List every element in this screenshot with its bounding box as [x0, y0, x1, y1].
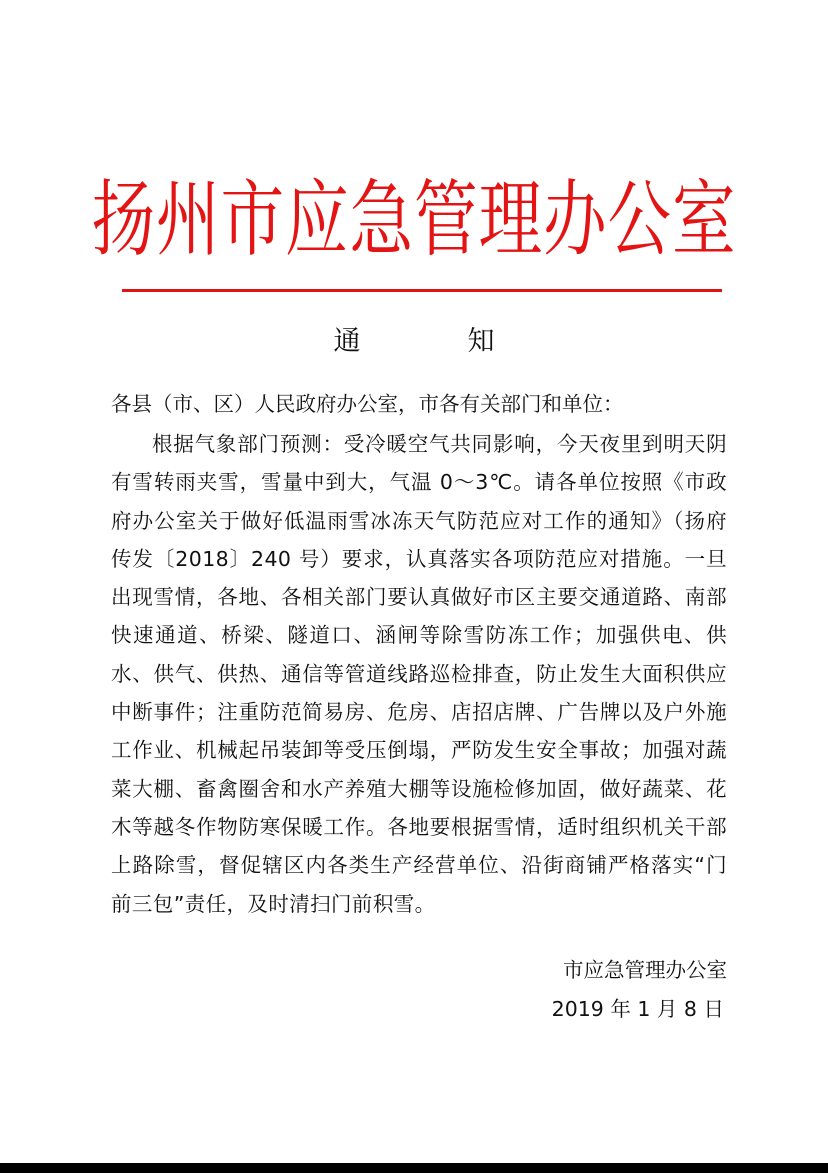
notice-body: 根据气象部门预测：受冷暖空气共同影响，今天夜里到明天阴有雪转雨夹雪，雪量中到大，气温 0～3℃。请各单位按照《市政府办公室关于做好低温雨雪冰冻天气防范应对工作的通知》（扬府传发〔2018〕240 号）要求，认真落实各项防范应对措施。一旦出现雪情，各地、各相关部门要认真做好市区主要交通道路、南部快速通道、桥梁、隧道口、涵闸等除雪防冻工作；加强供电、供水、供气、供热、通信等管道线路巡检排查，防止发生大面积供应中断事件；注重防范简易房、危房、店招店牌、广告牌以及户外施工作业、机械起吊装卸等受压倒塌，严防发生安全事故；加强对蔬菜大棚、畜禽圈舍和水产养殖大棚等设施检修加固，做好蔬菜、花木等越冬作物防寒保暖工作。各地要根据雪情，适时组织机关干部上路除雪，督促辖区内各类生产经营单位、沿街商铺严格落实“门前三包”责任，及时清扫门前积雪。	[111, 432, 727, 916]
letterhead-divider	[122, 289, 722, 292]
bottom-border	[0, 1163, 828, 1173]
signature-date: 2019 年 1 月 8 日	[551, 997, 724, 1021]
notice-title: 通 知	[333, 326, 535, 357]
signature-office: 市应急管理办公室	[563, 958, 727, 982]
addressee-line: 各县（市、区）人民政府办公室，市各有关部门和单位：	[111, 392, 624, 416]
letterhead-title: 扬州市应急管理办公室	[91, 171, 737, 269]
